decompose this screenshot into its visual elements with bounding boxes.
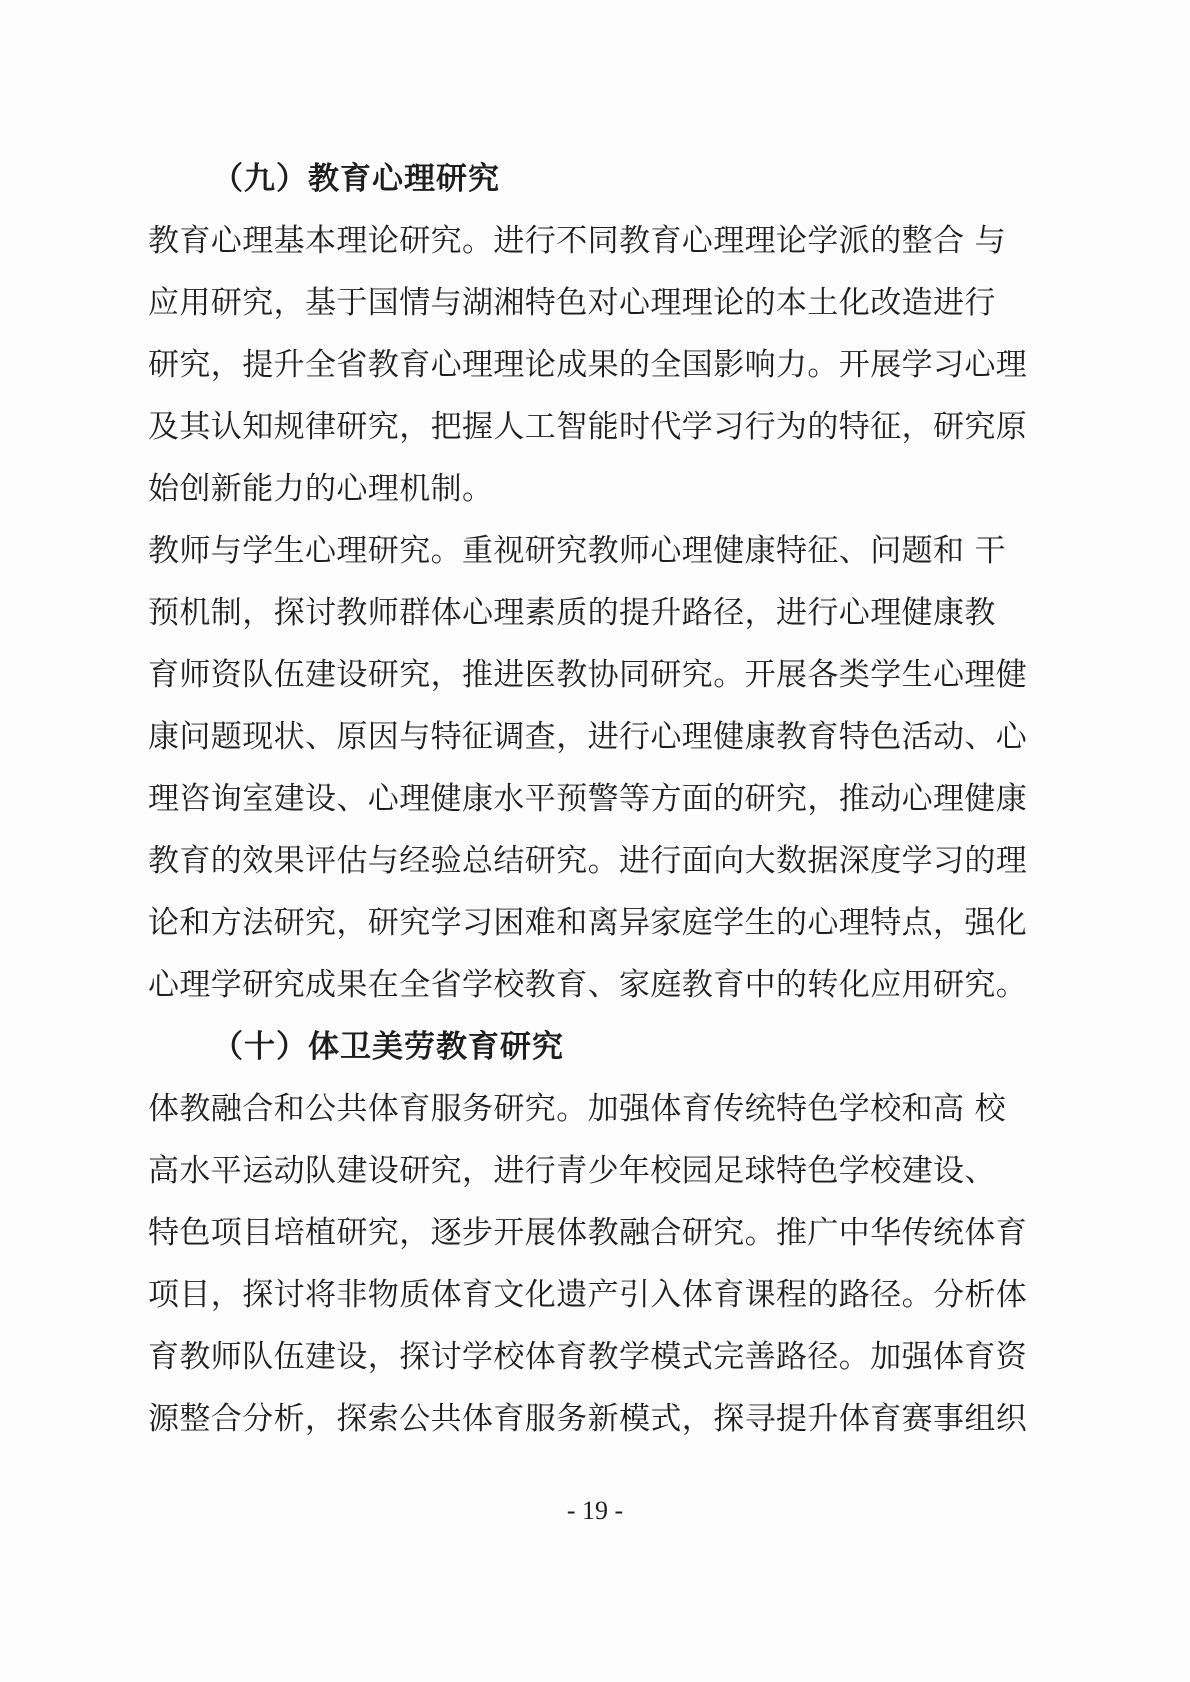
page-number: - 19 - [566,1496,624,1525]
paragraph-line: 论和方法研究，研究学习困难和离异家庭学生的心理特点，强化 [148,905,1028,941]
paragraph-line: 康问题现状、原因与特征调查，进行心理健康教育特色活动、心 [148,719,1028,755]
paragraph-line: 干预机制，探讨教师群体心理素质的提升路径，进行心理健康教 [148,533,1007,631]
page-content [148,148,1028,1450]
paragraph-line: 教师与学生心理研究。重视研究教师心理健康特征、问题和 [148,533,965,569]
paragraph-line: 及其认知规律研究，把握人工智能时代学习行为的特征，研究原 [148,409,1028,445]
paragraph-line: 教育的效果评估与经验总结研究。进行面向大数据深度学习的理 [148,843,1028,879]
section-heading-9: （九）教育心理研究 [212,161,500,197]
paragraph-line: 育教师队伍建设，探讨学校体育教学模式完善路径。加强体育资 [148,1339,1028,1375]
section-heading-10: （十）体卫美劳教育研究 [212,1029,564,1065]
paragraph-line: 心理学研究成果在全省学校教育、家庭教育中的转化应用研究。 [148,967,1028,1003]
paragraph-line: 源整合分析，探索公共体育服务新模式，探寻提升体育赛事组织 [148,1401,1028,1437]
paragraph-line: 育师资队伍建设研究，推进医教协同研究。开展各类学生心理健 [148,657,1028,693]
paragraph-line: 理咨询室建设、心理健康水平预警等方面的研究，推动心理健康 [148,781,1028,817]
paragraph-line: 体教融合和公共体育服务研究。加强体育传统特色学校和高 [148,1091,965,1127]
paragraph-line: 教育心理基本理论研究。进行不同教育心理理论学派的整合 [148,223,965,259]
paragraph-teacher-student [148,520,1028,1016]
paragraph-line: 校高水平运动队建设研究，进行青少年校园足球特色学校建设、 [148,1091,1007,1189]
paragraph-line: 与应用研究，基于国情与湖湘特色对心理理论的本土化改造进行 [148,223,1007,321]
paragraph-line: 研究，提升全省教育心理理论成果的全国影响力。开展学习心理 [148,347,1028,383]
paragraph-line: 始创新能力的心理机制。 [148,471,494,507]
paragraph-basic-theory [148,210,1028,520]
paragraph-sports-education [148,1078,1028,1450]
paragraph-line: 特色项目培植研究，逐步开展体教融合研究。推广中华传统体育 [148,1215,1028,1251]
paragraph-line: 项目，探讨将非物质体育文化遗产引入体育课程的路径。分析体 [148,1277,1028,1313]
